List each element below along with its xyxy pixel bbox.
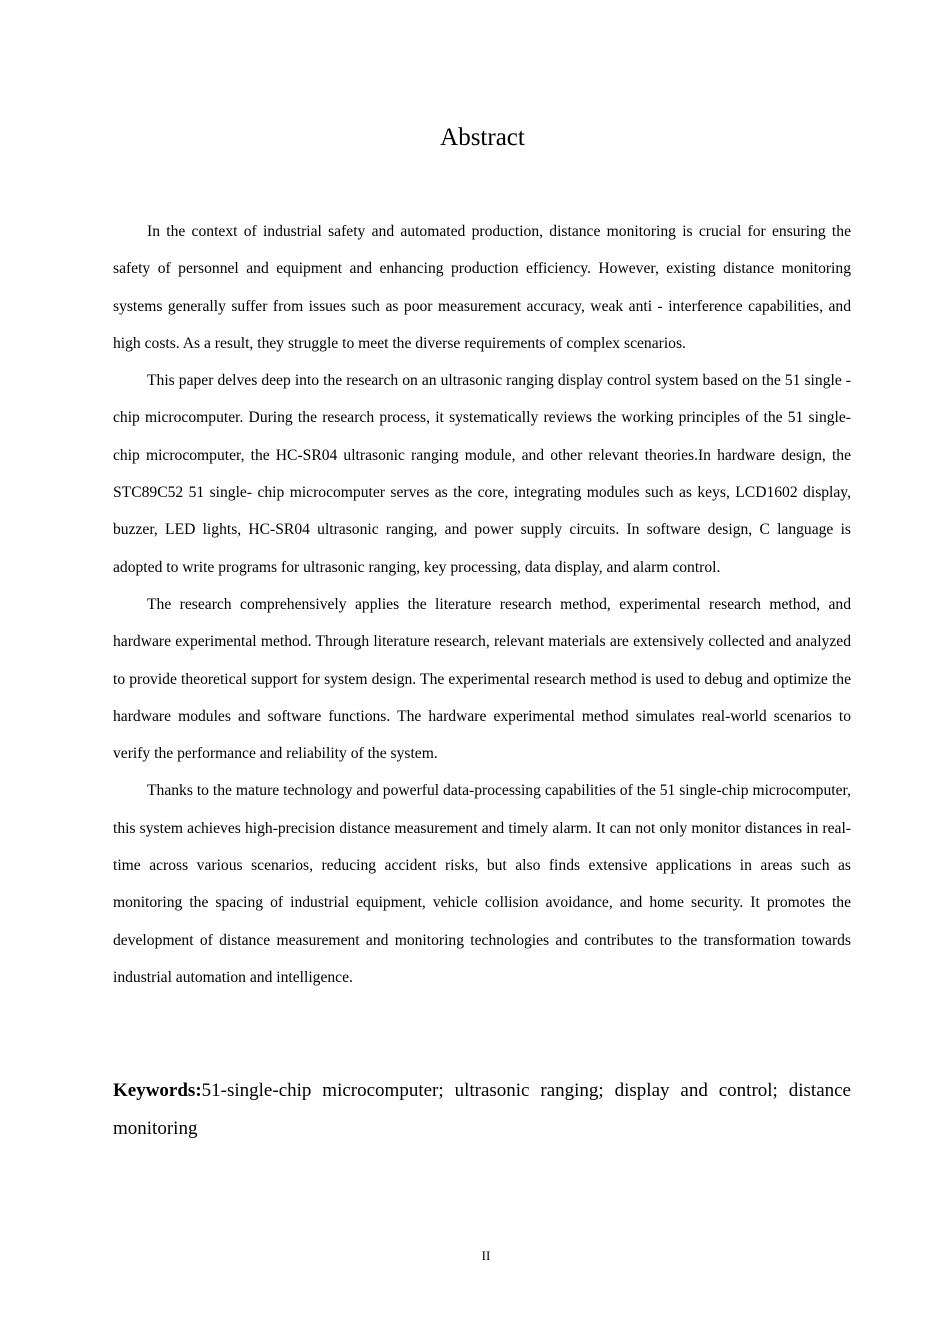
- abstract-body: [113, 213, 851, 996]
- abstract-paragraph-1: In the context of industrial safety and automated production, distance monitoring is crucial for ensuring the safety of personnel and equipment and enhancing production efficiency. However, existing distance monitoring systems generally suffer from issues such as poor measurement accuracy, weak anti - interference capabilities, and high costs. As a result, they struggle to meet the diverse requirements of complex scenarios.: [113, 223, 851, 352]
- abstract-paragraph-3: The research comprehensively applies the literature research method, experimental research method, and hardware experimental method. Through literature research, relevant materials are extensively collected and analyzed to provide theoretical support for system design. The experimental research method is used to debug and optimize the hardware modules and software functions. The hardware experimental method simulates real-world scenarios to verify the performance and reliability of the system.: [113, 595, 851, 763]
- keywords-line: [113, 1072, 851, 1148]
- abstract-title: Abstract: [440, 124, 525, 151]
- page-number: II: [481, 1248, 491, 1263]
- abstract-paragraph-4: Thanks to the mature technology and powerful data-processing capabilities of the 51 single-chip microcomputer, this system achieves high-precision distance measurement and timely alarm. It can not only monitor distances in real-time across various scenarios, reducing accident risks, but also finds extensive applications in areas such as monitoring the spacing of industrial equipment, vehicle collision avoidance, and home security. It promotes the development of distance measurement and monitoring technologies and contributes to the transformation towards industrial automation and intelligence.: [113, 782, 851, 986]
- keywords-label: Keywords:: [113, 1080, 202, 1101]
- keywords-text: 51-single-chip microcomputer; ultrasonic ranging; display and control; distance monitoring: [113, 1080, 851, 1139]
- abstract-paragraph-2: This paper delves deep into the research on an ultrasonic ranging display control system based on the 51 single - chip microcomputer. During the research process, it systematically reviews the working principles of the 51 single-chip microcomputer, the HC-SR04 ultrasonic ranging module, and other relevant theories.In hardware design, the STC89C52 51 single- chip microcomputer serves as the core, integrating modules such as keys, LCD1602 display, buzzer, LED lights, HC-SR04 ultrasonic ranging, and power supply circuits. In software design, C language is adopted to write programs for ultrasonic ranging, key processing, data display, and alarm control.: [113, 372, 851, 576]
